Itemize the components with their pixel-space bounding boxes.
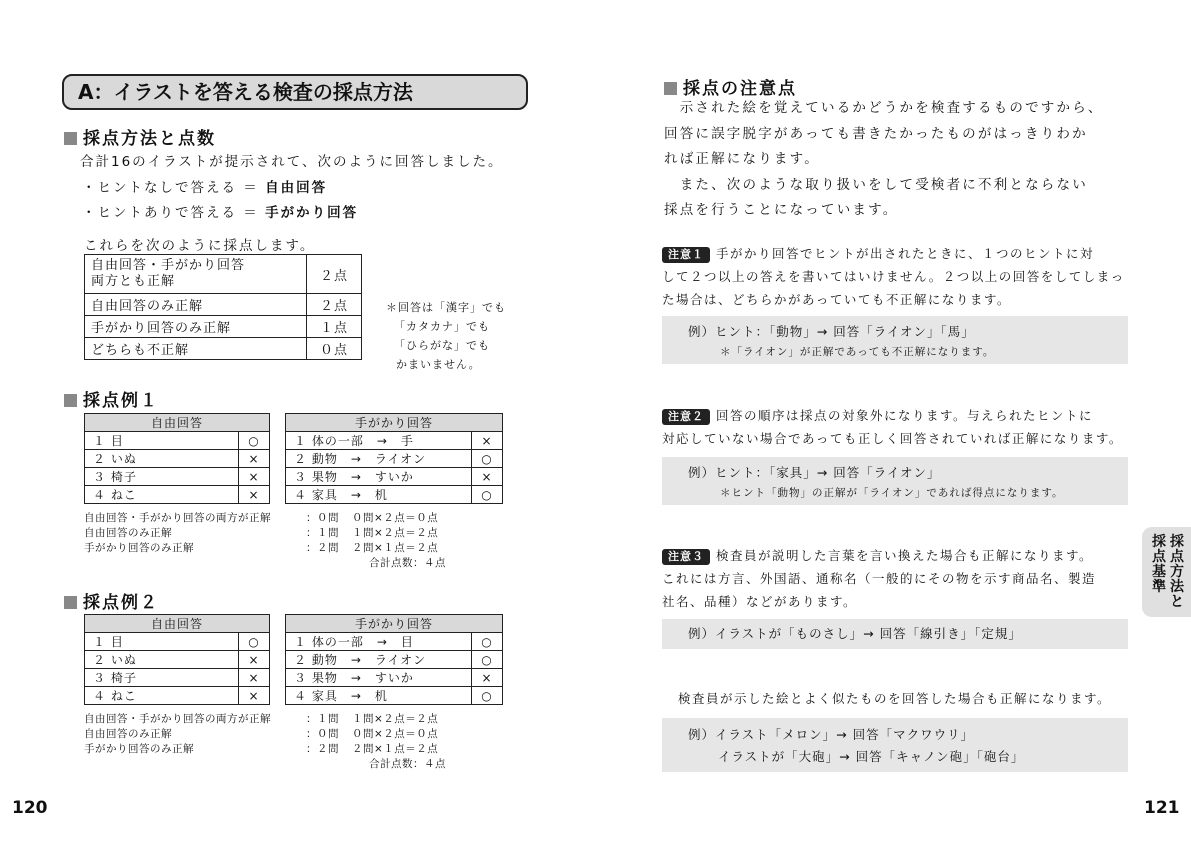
caution3-tag: 注意３	[662, 549, 710, 565]
table-row: ２ いぬ ×	[85, 651, 270, 669]
table-row: 手がかり回答のみ正解 １点	[85, 316, 362, 338]
caution2-text: 注意２ 回答の順序は採点の対象外になります。与えられたヒントに 対応していない場合であっても正しく回答されていれば正解になります。	[662, 408, 1123, 446]
caution2-example-box: 例）ヒント：「家具」→ 回答「ライオン」 ＊ヒント「動物」の正解が「ライオン」であれば得点になります。	[662, 457, 1128, 505]
table-row: どちらも不正解 ０点	[85, 338, 362, 360]
example2-summary: 自由回答・手がかり回答の両方が正解 ：１問 １問×２点＝２点 自由回答のみ正解 ：０問 ０問×２点＝０点 手がかり回答のみ正解 ：２問 ２問×１点＝２点 合計点数：４点	[84, 713, 446, 770]
square-bullet-icon	[664, 82, 677, 95]
table-row: ２ 動物 → ライオン ○	[286, 651, 503, 669]
example2-free-table: 自由回答 １ 目 ○ ２ いぬ × ３ 椅子 × ４ ねこ ×	[84, 614, 270, 705]
example1-total: 合計点数：４点	[369, 557, 446, 569]
table-row: ３ 果物 → すいか ×	[286, 468, 503, 486]
scoring-lead-text: これらを次のように採点します。	[84, 238, 316, 254]
example2-heading: 採点例２	[64, 588, 159, 613]
square-bullet-icon	[64, 394, 77, 407]
square-bullet-icon	[64, 132, 77, 145]
table-row: ４ 家具 → 机 ○	[286, 486, 503, 504]
similar-answer-text: 検査員が示した絵とよく似たものを回答した場合も正解になります。	[678, 691, 1112, 706]
page-number-right: 121	[1144, 798, 1180, 818]
table-row: １ 目 ○	[85, 633, 270, 651]
example2-total: 合計点数：４点	[369, 758, 446, 770]
page-number-left: 120	[12, 798, 48, 818]
table-row: ３ 椅子 ×	[85, 669, 270, 687]
table-row: １ 体の一部 → 目 ○	[286, 633, 503, 651]
table-row: 自由回答・手がかり回答 両方とも正解 ２点	[85, 255, 362, 294]
table-row: ２ 動物 → ライオン ○	[286, 450, 503, 468]
scoring-table	[84, 254, 362, 360]
right-section-heading: 採点の注意点	[664, 74, 797, 99]
intro-paragraph: 示された絵を覚えているかどうかを検査するものですから、 回答に誤字脱字があっても書きたかったものがはっきりわか れば正解になります。 また、次のような取り扱いをして受検者に不利とならない 採点を行うことになっています。	[664, 100, 1104, 218]
caution1-example-box: 例）ヒント：「動物」→ 回答「ライオン」「馬」 ＊「ライオン」が正解であっても不正解になります。	[662, 316, 1128, 364]
table-row: ３ 椅子 ×	[85, 468, 270, 486]
table-row: 自由回答のみ正解 ２点	[85, 294, 362, 316]
table-row: １ 目 ○	[85, 432, 270, 450]
table-row: １ 体の一部 → 手 ×	[286, 432, 503, 450]
example2-cue-table: 手がかり回答 １ 体の一部 → 目 ○ ２ 動物 → ライオン ○ ３ 果物 → すいか × ４ 家具 → 机 ○	[285, 614, 503, 705]
example1-summary: 自由回答・手がかり回答の両方が正解 ：０問 ０問×２点＝０点 自由回答のみ正解 ：１問 １問×２点＝２点 手がかり回答のみ正解 ：２問 ２問×１点＝２点 合計点数：４点	[84, 512, 446, 569]
caution1-text: 注意１ 手がかり回答でヒントが出されたときに、１つのヒントに対 して２つ以上の答えを書いてはいけません。２つ以上の回答をしてしまっ た場合は、どちらかがあっていても不正解になります。	[662, 246, 1125, 307]
intro-text: 合計16のイラストが提示されて、次のように回答しました。	[80, 154, 504, 170]
table-row: ３ 果物 → すいか ×	[286, 669, 503, 687]
side-tab-col2: 採点基準	[1152, 534, 1166, 595]
section-heading-scoring: 採点方法と点数	[64, 124, 216, 149]
square-bullet-icon	[64, 596, 77, 609]
example1-cue-table: 手がかり回答 １ 体の一部 → 手 × ２ 動物 → ライオン ○ ３ 果物 → すいか × ４ 家具 → 机 ○	[285, 413, 503, 504]
table-row: ４ ねこ ×	[85, 486, 270, 504]
table-row: ４ 家具 → 机 ○	[286, 687, 503, 705]
page-title: A：イラストを答える検査の採点方法	[62, 74, 528, 110]
bullet-cue-answer: ・ヒントありで答える ＝ 手がかり回答	[82, 205, 359, 221]
example1-heading: 採点例１	[64, 386, 159, 411]
bullet-free-answer: ・ヒントなしで答える ＝ 自由回答	[82, 180, 328, 196]
answer-format-note: ＊回答は「漢字」でも 「カタカナ」でも 「ひらがな」でも かまいません。	[386, 301, 506, 371]
example1-free-table: 自由回答 １ 目 ○ ２ いぬ × ３ 椅子 × ４ ねこ ×	[84, 413, 270, 504]
caution3-text: 注意３ 検査員が説明した言葉を言い換えた場合も正解になります。 これには方言、外国語、通称名（一般的にその物を示す商品名、製造 社名、品種）などがあります。	[662, 548, 1097, 609]
caution3-example-box: 例）イラストが「ものさし」→ 回答「線引き」「定規」	[662, 619, 1128, 649]
caution1-tag: 注意１	[662, 247, 710, 263]
table-row: ２ いぬ ×	[85, 450, 270, 468]
side-tab-col1: 採点方法と	[1170, 534, 1184, 610]
table-row: ４ ねこ ×	[85, 687, 270, 705]
chapter-side-tab	[1142, 527, 1191, 617]
caution2-tag: 注意２	[662, 409, 710, 425]
similar-example-box: 例）イラスト「メロン」→ 回答「マクワウリ」 イラストが「大砲」→ 回答「キャノン砲」「砲台」	[662, 718, 1128, 772]
